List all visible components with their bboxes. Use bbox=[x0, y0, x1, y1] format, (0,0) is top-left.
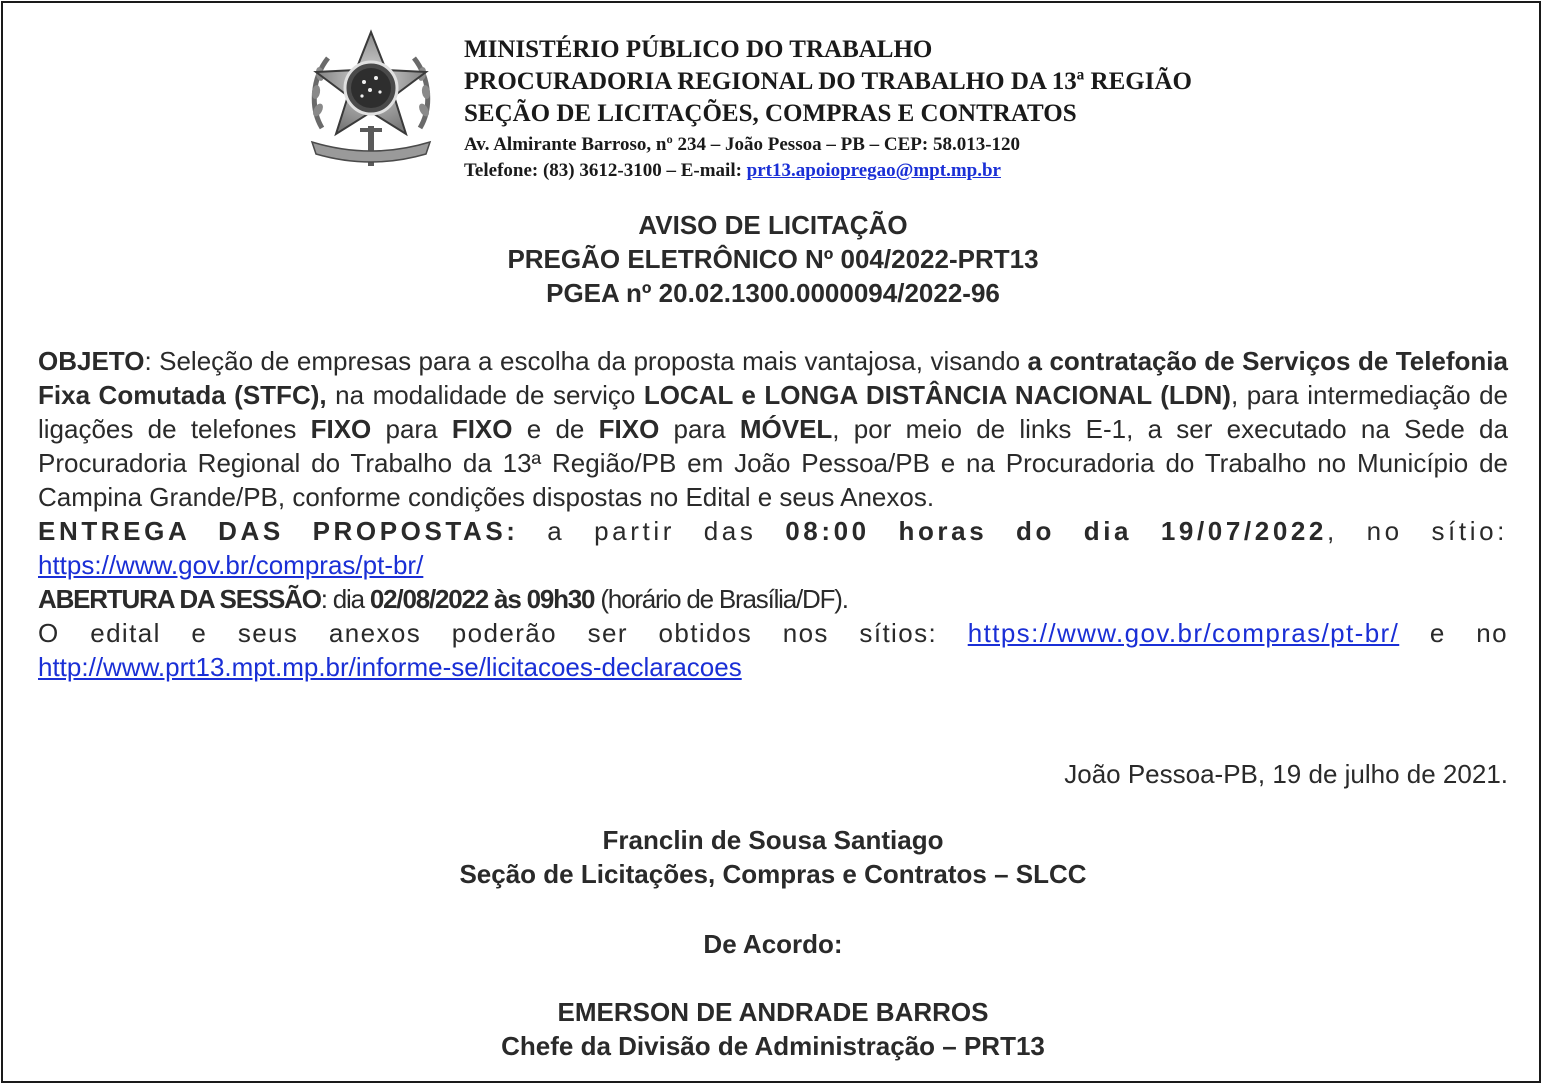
objeto-text: para bbox=[371, 414, 452, 444]
objeto-bold: FIXO bbox=[451, 414, 513, 444]
objeto-bold: FIXO bbox=[598, 414, 660, 444]
objeto-bold: a contratação de Serviços de Telefonia Fixa Comutada (STFC), bbox=[38, 346, 1508, 410]
objeto-bold: LOCAL e LONGA DISTÂNCIA NACIONAL (LDN) bbox=[643, 380, 1231, 410]
abertura-datetime: 02/08/2022 às 09h30 bbox=[369, 584, 595, 614]
document-date: João Pessoa-PB, 19 de julho de 2021. bbox=[1064, 759, 1508, 789]
header-contact bbox=[464, 158, 1192, 184]
abertura-line bbox=[38, 582, 1508, 616]
entrega-label: ENTREGA DAS PROPOSTAS: bbox=[38, 516, 519, 546]
header-procuradoria: PROCURADORIA REGIONAL DO TRABALHO DA 13ª REGIÃO bbox=[464, 68, 1192, 95]
entrega-line bbox=[38, 514, 1508, 548]
abertura-text: (horário de Brasília/DF). bbox=[594, 584, 848, 614]
entrega-text: , no sítio: bbox=[1327, 516, 1508, 546]
signature-block-1 bbox=[0, 823, 1546, 891]
prt13-link[interactable]: http://www.prt13.mpt.mp.br/informe-se/licitacoes-declaracoes bbox=[38, 652, 742, 682]
objeto-text: e de bbox=[512, 414, 599, 444]
brazil-coat-of-arms-emblem bbox=[304, 28, 438, 170]
entrega-text: a partir das bbox=[518, 516, 786, 546]
header-section: SEÇÃO DE LICITAÇÕES, COMPRAS E CONTRATOS bbox=[464, 100, 1077, 127]
title-pregao: PREGÃO ELETRÔNICO Nº 004/2022-PRT13 bbox=[507, 244, 1039, 274]
objeto-label: OBJETO bbox=[38, 346, 145, 376]
edital-text: O edital e seus anexos poderão ser obtidos nos sítios: bbox=[38, 618, 968, 648]
notice-titles bbox=[0, 208, 1546, 310]
edital-text: e no bbox=[1399, 618, 1508, 648]
edital-link-line bbox=[38, 650, 1508, 684]
signer-role-1: Seção de Licitações, Compras e Contratos – SLCC bbox=[459, 859, 1087, 889]
compras-link[interactable]: https://www.gov.br/compras/pt-br/ bbox=[38, 550, 424, 580]
objeto-text: para bbox=[659, 414, 740, 444]
objeto-text: , por meio de links E-1, a ser executado na Sede da Procuradoria Regional do Trabalho da 13ª Região/PB em João Pessoa/PB e na Procuradoria do Trabalho no Município de Campina Grande/PB, conforme condições dispostas no Edital e seus Anexos. bbox=[38, 414, 1508, 512]
de-acordo: De Acordo: bbox=[703, 929, 843, 959]
entrega-datetime: 08:00 horas do dia 19/07/2022 bbox=[785, 516, 1327, 546]
objeto-text: na modalidade de serviço bbox=[326, 380, 644, 410]
signature-block-2 bbox=[0, 995, 1546, 1063]
entrega-link-line bbox=[38, 548, 1508, 582]
notice-body bbox=[38, 344, 1508, 684]
abertura-label: ABERTURA DA SESSÃO bbox=[38, 584, 321, 614]
objeto-text: : Seleção de empresas para a escolha da proposta mais vantajosa, visando bbox=[144, 346, 1028, 376]
header-address: Av. Almirante Barroso, nº 234 – João Pessoa – PB – CEP: 58.013-120 bbox=[464, 134, 1021, 155]
edital-line bbox=[38, 616, 1508, 650]
signer-name-1: Franclin de Sousa Santiago bbox=[602, 825, 944, 855]
institution-header bbox=[464, 34, 1192, 184]
signer-role-2: Chefe da Divisão de Administração – PRT13 bbox=[501, 1031, 1045, 1061]
objeto-bold: FIXO bbox=[310, 414, 372, 444]
signer-name-2: EMERSON DE ANDRADE BARROS bbox=[557, 997, 989, 1027]
abertura-text: : dia bbox=[320, 584, 370, 614]
objeto-paragraph bbox=[38, 344, 1508, 514]
header-ministry: MINISTÉRIO PÚBLICO DO TRABALHO bbox=[464, 36, 933, 63]
title-pgea: PGEA nº 20.02.1300.0000094/2022-96 bbox=[546, 278, 1000, 308]
objeto-text: , para intermediação de ligações de telefones bbox=[38, 380, 1508, 444]
objeto-bold: MÓVEL bbox=[739, 414, 833, 444]
title-aviso: AVISO DE LICITAÇÃO bbox=[638, 210, 908, 240]
email-link[interactable]: prt13.apoiopregao@mpt.mp.br bbox=[746, 160, 1001, 181]
compras-link-2[interactable]: https://www.gov.br/compras/pt-br/ bbox=[967, 618, 1400, 648]
header-phone: Telefone: (83) 3612-3100 – E-mail: bbox=[464, 160, 747, 181]
